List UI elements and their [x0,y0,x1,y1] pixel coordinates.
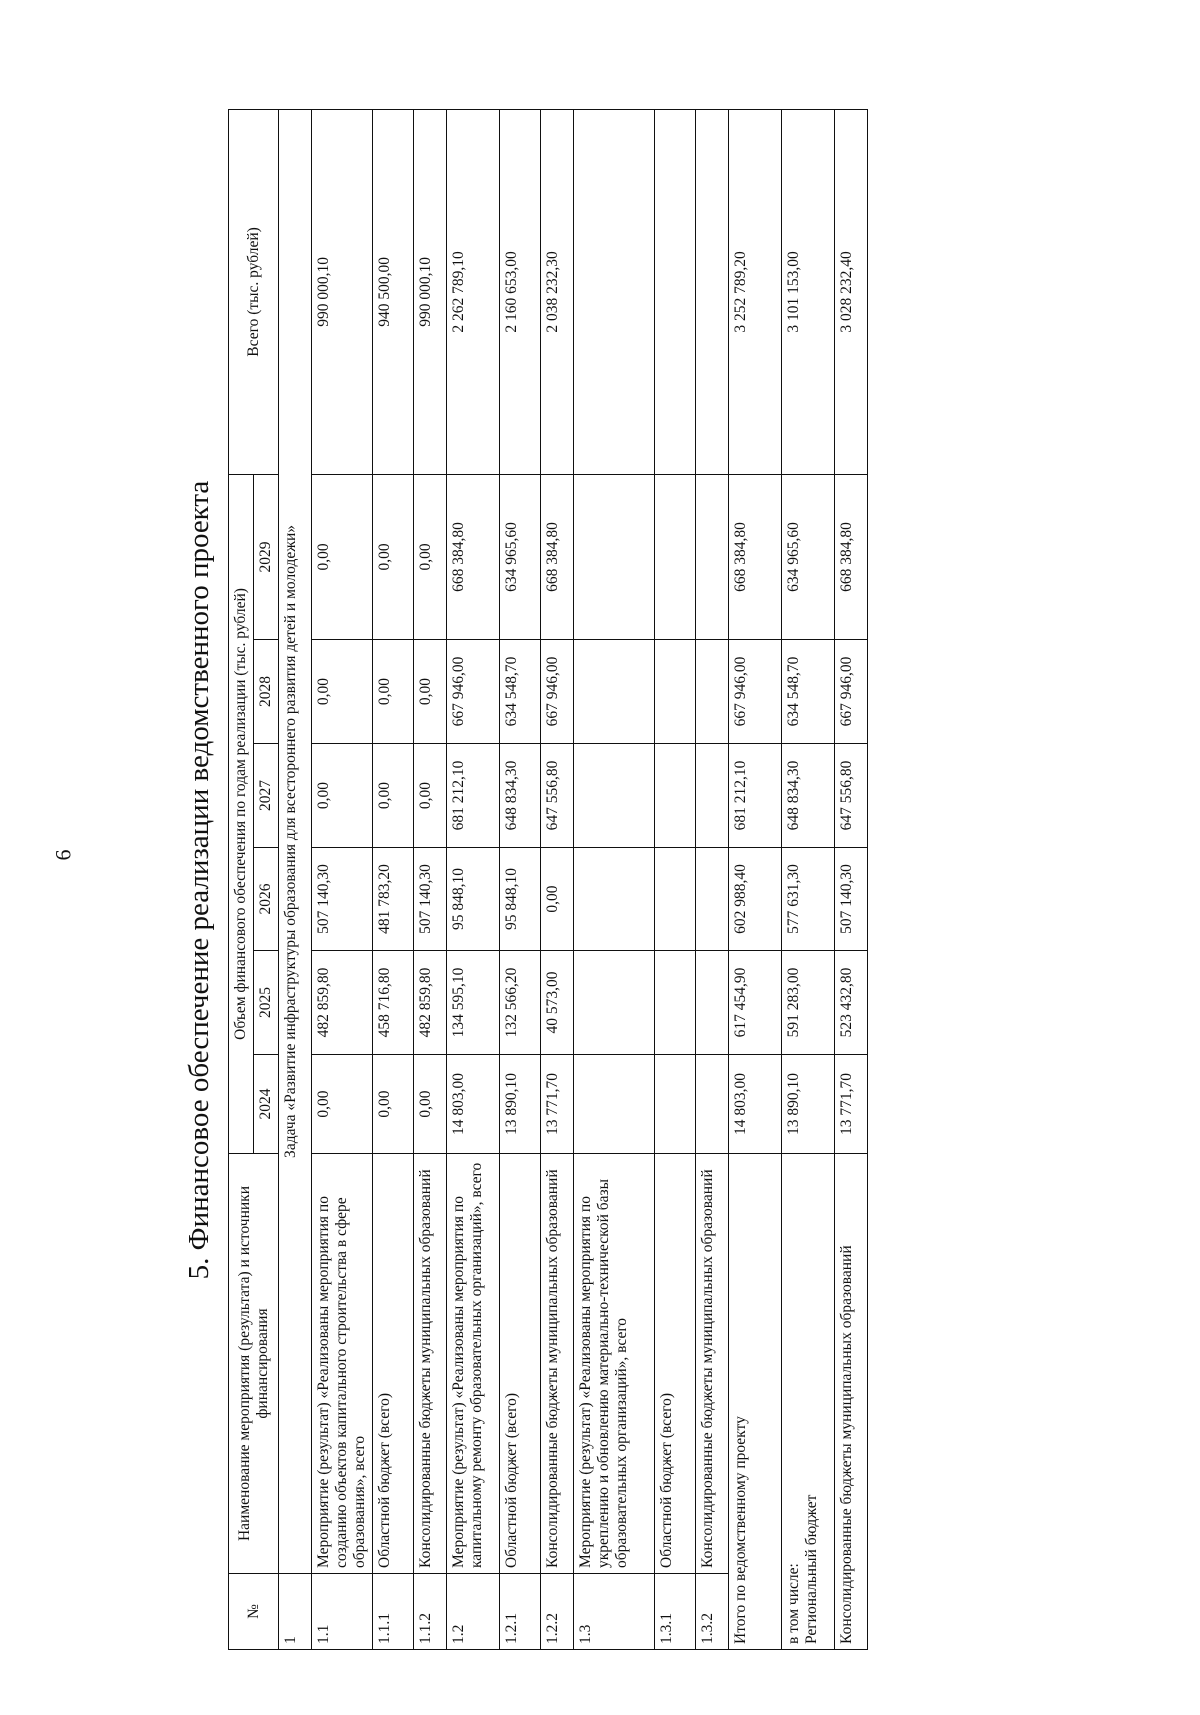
value-cell: 523 432,80 [835,951,868,1055]
header-row-top [229,109,254,1649]
value-cell [574,951,655,1055]
summary-row [782,109,835,1649]
value-cell: 14 803,00 [447,1055,500,1154]
row-number: 1.3.1 [655,1574,696,1650]
value-cell [696,848,729,951]
table-row [696,109,729,1649]
value-cell [696,951,729,1055]
value-cell [574,744,655,848]
value-cell: 681 212,10 [447,744,500,848]
summary-name: Итого по ведомственному проекту [729,1154,782,1650]
row-number: 1.3.2 [696,1574,729,1650]
total-cell: 990 000,10 [414,109,447,474]
value-cell [655,848,696,951]
row-number: 1.2 [447,1574,500,1650]
value-cell: 134 595,10 [447,951,500,1055]
value-cell: 577 631,30 [782,848,835,951]
value-cell: 0,00 [312,640,373,744]
value-cell: 0,00 [373,744,414,848]
total-cell: 3 252 789,20 [729,109,782,474]
value-cell: 681 212,10 [729,744,782,848]
value-cell: 0,00 [414,1055,447,1154]
total-cell [574,109,655,474]
total-cell: 2 160 653,00 [500,109,541,474]
value-cell: 482 859,80 [312,951,373,1055]
table-row [655,109,696,1649]
header-name: Наименование мероприятия (результата) и источники финансирования [229,1154,279,1574]
value-cell: 667 946,00 [447,640,500,744]
value-cell [574,640,655,744]
total-cell: 990 000,10 [312,109,373,474]
header-year: 2027 [254,744,279,848]
row-number: 1.1 [312,1574,373,1650]
value-cell: 667 946,00 [541,640,574,744]
header-year: 2025 [254,951,279,1055]
header-volume: Объем финансового обеспечения по годам реализации (тыс. рублей) [229,474,254,1153]
value-cell: 40 573,00 [541,951,574,1055]
value-cell: 95 848,10 [500,848,541,951]
value-cell: 0,00 [541,848,574,951]
value-cell: 132 566,20 [500,951,541,1055]
value-cell: 13 771,70 [835,1055,868,1154]
header-year: 2029 [254,474,279,639]
rotated-page-content [170,110,960,1650]
value-cell: 668 384,80 [729,474,782,639]
table-row [447,109,500,1649]
value-cell: 0,00 [414,744,447,848]
row-number: 1 [279,1574,312,1650]
table-row [312,109,373,1649]
table-row [541,109,574,1649]
value-cell: 0,00 [312,744,373,848]
summary-name-line: Региональный бюджет [803,1494,820,1644]
row-name: Мероприятие (результат) «Реализованы мероприятия по укреплению и обновлению материально-технической базы образовательных организаций», всего [574,1154,655,1574]
table-row [500,109,541,1649]
value-cell [655,951,696,1055]
value-cell: 667 946,00 [835,640,868,744]
value-cell [655,1055,696,1154]
row-number: 1.1.1 [373,1574,414,1650]
total-cell: 2 262 789,10 [447,109,500,474]
value-cell: 13 890,10 [782,1055,835,1154]
row-name: Мероприятие (результат) «Реализованы мероприятия по капитальному ремонту образовательных организаций», всего [447,1154,500,1574]
value-cell: 0,00 [373,474,414,639]
value-cell: 481 783,20 [373,848,414,951]
value-cell [696,640,729,744]
total-cell: 3 028 232,40 [835,109,868,474]
value-cell: 507 140,30 [312,848,373,951]
task-title: Задача «Развитие инфраструктуры образования для всестороннего развития детей и молодежи» [279,109,312,1573]
value-cell: 0,00 [373,1055,414,1154]
header-total: Всего (тыс. рублей) [229,109,279,474]
total-cell [655,109,696,474]
row-name: Областной бюджет (всего) [500,1154,541,1574]
summary-name: Консолидированные бюджеты муниципальных образований [835,1154,868,1650]
header-year: 2028 [254,640,279,744]
row-name: Консолидированные бюджеты муниципальных образований [414,1154,447,1574]
value-cell [574,848,655,951]
value-cell: 458 716,80 [373,951,414,1055]
total-cell [696,109,729,474]
value-cell: 634 965,60 [500,474,541,639]
row-number: 1.1.2 [414,1574,447,1650]
value-cell: 0,00 [414,640,447,744]
value-cell [574,474,655,639]
summary-name [782,1154,835,1650]
row-number: 1.2.1 [500,1574,541,1650]
value-cell [696,744,729,848]
row-name: Областной бюджет (всего) [373,1154,414,1574]
row-name: Областной бюджет (всего) [655,1154,696,1574]
value-cell: 507 140,30 [414,848,447,951]
value-cell: 634 548,70 [782,640,835,744]
value-cell [655,744,696,848]
row-name: Консолидированные бюджеты муниципальных образований [541,1154,574,1574]
value-cell: 0,00 [312,1055,373,1154]
value-cell: 647 556,80 [835,744,868,848]
summary-row [835,109,868,1649]
page-number: 6 [50,849,76,861]
value-cell: 95 848,10 [447,848,500,951]
header-year: 2026 [254,848,279,951]
value-cell: 648 834,30 [500,744,541,848]
value-cell: 13 771,70 [541,1055,574,1154]
row-number: 1.3 [574,1574,655,1650]
value-cell: 14 803,00 [729,1055,782,1154]
value-cell: 0,00 [414,474,447,639]
funding-table [228,109,868,1650]
row-number: 1.2.2 [541,1574,574,1650]
value-cell: 634 548,70 [500,640,541,744]
header-number: № [229,1574,279,1650]
value-cell: 648 834,30 [782,744,835,848]
total-cell: 3 101 153,00 [782,109,835,474]
value-cell: 507 140,30 [835,848,868,951]
header-year: 2024 [254,1055,279,1154]
row-name: Мероприятие (результат) «Реализованы мероприятия по созданию объектов капитального строительства в сфере образования», всего [312,1154,373,1574]
value-cell [655,474,696,639]
value-cell [696,474,729,639]
value-cell: 602 988,40 [729,848,782,951]
value-cell: 667 946,00 [729,640,782,744]
value-cell: 13 890,10 [500,1055,541,1154]
summary-row [729,109,782,1649]
table-row [414,109,447,1649]
summary-name-line: в том числе: [785,1563,802,1644]
value-cell [574,1055,655,1154]
task-row [279,109,312,1649]
value-cell: 668 384,80 [541,474,574,639]
value-cell [655,640,696,744]
row-name: Консолидированные бюджеты муниципальных образований [696,1154,729,1574]
value-cell: 617 454,90 [729,951,782,1055]
value-cell: 647 556,80 [541,744,574,848]
value-cell [696,1055,729,1154]
value-cell: 0,00 [373,640,414,744]
value-cell: 634 965,60 [782,474,835,639]
total-cell: 940 500,00 [373,109,414,474]
value-cell: 668 384,80 [835,474,868,639]
value-cell: 0,00 [312,474,373,639]
section-title: 5. Финансовое обеспечение реализации ведомственного проекта [183,480,215,1280]
table-row [574,109,655,1649]
value-cell: 482 859,80 [414,951,447,1055]
total-cell: 2 038 232,30 [541,109,574,474]
value-cell: 668 384,80 [447,474,500,639]
table-row [373,109,414,1649]
value-cell: 591 283,00 [782,951,835,1055]
